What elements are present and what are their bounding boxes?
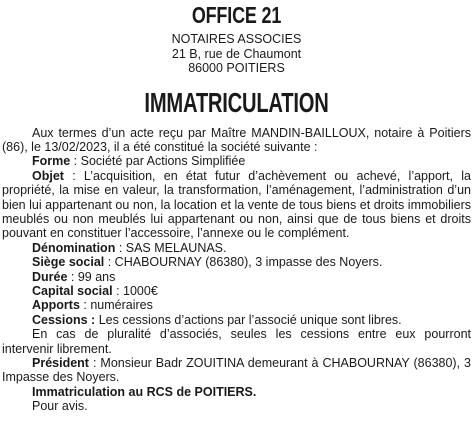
closing-line: Pour avis. [32, 399, 88, 414]
office-address [2, 32, 471, 76]
cessions-label: Cessions : [32, 312, 96, 327]
denomination-line [2, 241, 471, 255]
notice-body [2, 126, 471, 414]
president-value: : Monsieur Badr ZOUITINA demeurant à CHABOURNAY (86380), 3 Impasse des Noyers. [2, 356, 471, 385]
cessions-line [2, 313, 471, 327]
intro-paragraph: Aux termes d’un acte reçu par Maître MANDIN-BAILLOUX, notaire à Poitiers (86), le 13/02/2023, il a été constitué la société suivante : [2, 125, 471, 154]
notice-heading: IMMATRICULATION [144, 86, 329, 118]
duree-value: : 99 ans [67, 269, 116, 284]
forme-value: : Société par Actions Simplifiée [70, 154, 246, 169]
duree-line [2, 270, 471, 284]
capital-line [2, 284, 471, 298]
denomination-value: : SAS MELAUNAS. [115, 240, 227, 255]
city-address: 86000 POITIERS [188, 61, 285, 75]
street-address: 21 B, rue de Chaumont [171, 46, 302, 61]
capital-label: Capital social [32, 283, 113, 298]
president-label: Président [32, 356, 89, 370]
apports-label: Apports [32, 298, 80, 313]
pluralite-paragraph: En cas de pluralité d’associés, seules les cessions entre eux pourront intervenir librement. [2, 327, 471, 356]
cessions-value: Les cessions d’actions par l’associé unique sont libres. [95, 312, 402, 327]
objet-label: Objet [32, 168, 64, 183]
office-name: OFFICE 21 [191, 2, 282, 28]
apports-value: : numéraires [79, 298, 153, 313]
siege-value: : CHABOURNAY (86380), 3 impasse des Noyers. [104, 255, 383, 270]
forme-label: Forme [32, 154, 71, 169]
president-paragraph [2, 356, 471, 385]
objet-value: : L’acquisition, en état futur d’achèvement ou achevé, l’apport, la propriété, la mise en valeur, la transformation, l’aménagement, l’administration d’un bien lui appartenant ou non, la location et la vente de tous biens et droits immobiliers meublés ou non meublés lui appartenant ou non, ainsi que de tous biens et droits pouvant en constituer l’accessoire, l’annexe ou le complément. [2, 168, 471, 241]
objet-paragraph [2, 169, 471, 241]
apports-line [2, 298, 471, 312]
forme-line [2, 154, 471, 168]
immatriculation-line: Immatriculation au RCS de POITIERS. [32, 384, 257, 399]
siege-label: Siège social [32, 255, 105, 270]
siege-line [2, 255, 471, 269]
capital-value: : 1000€ [112, 283, 158, 298]
firm-name: NOTAIRES ASSOCIES [171, 32, 302, 46]
duree-label: Durée [32, 269, 68, 284]
denomination-label: Dénomination [32, 240, 116, 255]
